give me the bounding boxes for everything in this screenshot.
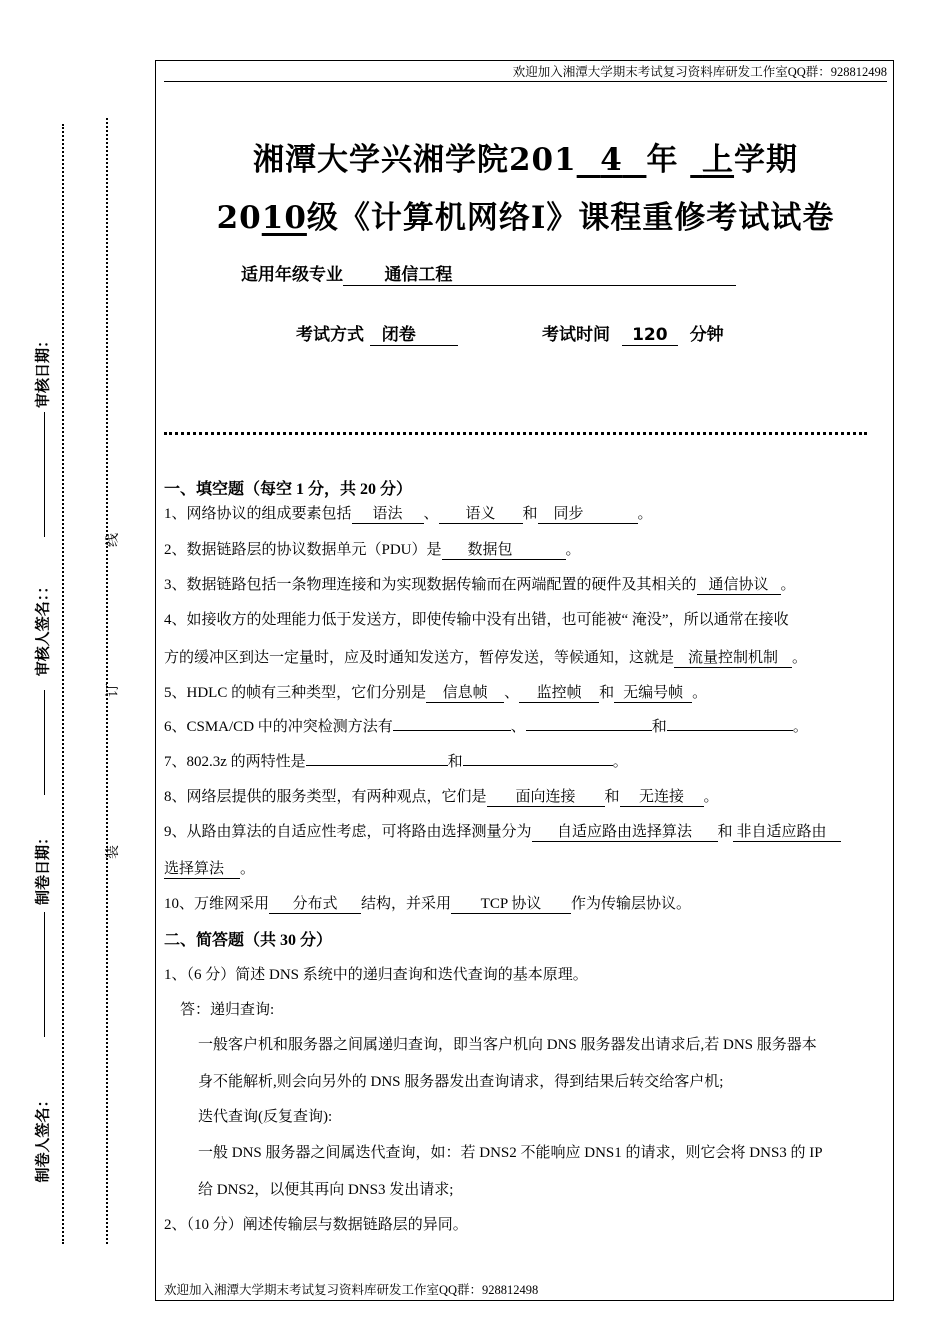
time-row bbox=[542, 320, 724, 346]
question-2: 2、数据链路层的协议数据单元（PDU）是 数据包 。 bbox=[164, 542, 581, 558]
section2-title: 二、简答题（共 30 分） bbox=[164, 932, 333, 949]
answer-recursive-text-2: 身不能解析,则会向另外的 DNS 服务器发出查询请求，得到结果后转交给客户机; bbox=[198, 1074, 724, 1090]
question-5: 5、HDLC 的帧有三种类型，它们分别是 信息帧 、 监控帧 和 无编号帧 。 bbox=[164, 685, 708, 701]
separator-dotted-line bbox=[164, 432, 867, 435]
short-question-1: 1、（6 分）简述 DNS 系统中的递归查询和迭代查询的基本原理。 bbox=[164, 967, 588, 983]
answer-blank[interactable] bbox=[393, 730, 511, 731]
binding-dotted-line-right bbox=[106, 118, 108, 1244]
answer-recursive-text-1: 一般客户机和服务器之间属递归查询，即当客户机向 DNS 服务器发出请求后,若 DNS 服务器本 bbox=[198, 1037, 817, 1053]
question-4-line1: 4、如接收方的处理能力低于发送方，即使传输中没有出错，也可能被“ 淹没”，所以通常在接收 bbox=[164, 612, 789, 628]
make-date-signature-line[interactable] bbox=[44, 912, 45, 1037]
answer-blank[interactable] bbox=[463, 765, 613, 766]
question-1: 1、网络协议的组成要素包括 语法 、 语义 和 同步 。 bbox=[164, 506, 653, 522]
question-9-line1: 9、从路由算法的自适应性考虑，可将路由选择测量分为 自适应路由选择算法 和 非自适应路由 bbox=[164, 820, 887, 842]
review-date-label: 审核日期： bbox=[33, 333, 52, 409]
time-value: 120 bbox=[632, 325, 668, 345]
question-6: 6、CSMA/CD 中的冲突检测方法有 、 和 。 bbox=[164, 719, 808, 735]
grade-value: 10 bbox=[261, 200, 307, 236]
short-question-2: 2、（10 分）阐述传输层与数据链路层的异同。 bbox=[164, 1217, 468, 1233]
answer-recursive-label: 答：递归查询: bbox=[180, 1002, 275, 1018]
review-date-signature-line[interactable] bbox=[44, 412, 45, 537]
question-4-line2: 方的缓冲区到达一定量时，应及时通知发送方，暂停发送，等候通知，这就是 流量控制机制 。 bbox=[164, 650, 808, 666]
footer-note: 欢迎加入湘潭大学期末考试复习资料库研发工作室QQ群：928812498 bbox=[164, 1283, 539, 1297]
make-date-label: 制卷日期： bbox=[33, 830, 52, 906]
major-label: 适用年级专业 bbox=[241, 265, 343, 285]
major-row bbox=[241, 260, 736, 286]
mode-row bbox=[296, 320, 458, 346]
maker-signature-label: 制卷人签名： bbox=[33, 1092, 52, 1183]
time-label: 考试时间 bbox=[542, 325, 610, 345]
question-8: 8、网络层提供的服务类型，有两种观点，它们是 面向连接 和 无连接 。 bbox=[164, 789, 719, 805]
question-3: 3、数据链路包括一条物理连接和为实现数据传输而在两端配置的硬件及其相关的 通信协议 。 bbox=[164, 577, 796, 593]
year-value: 4 bbox=[600, 142, 623, 178]
question-10: 10、万维网采用 分布式 结构，并采用 TCP 协议 作为传输层协议。 bbox=[164, 896, 692, 912]
answer-blank[interactable] bbox=[306, 765, 448, 766]
answer-iterative-label: 迭代查询(反复查询): bbox=[198, 1109, 333, 1125]
time-unit: 分钟 bbox=[689, 325, 724, 345]
bind-mark-order: 订 bbox=[106, 683, 121, 697]
reviewer-signature-label: 审核人签名：： bbox=[33, 578, 52, 677]
answer-iterative-text-1: 一般 DNS 服务器之间属迭代查询，如：若 DNS2 不能响应 DNS1 的请求，则它会将 DNS3 的 IP bbox=[198, 1145, 823, 1161]
major-value: 通信工程 bbox=[384, 265, 453, 285]
exam-title-line2: 2010级《计算机网络Ⅰ》课程重修考试试卷 bbox=[216, 200, 835, 236]
answer-blank[interactable] bbox=[526, 730, 652, 731]
mode-label: 考试方式 bbox=[296, 325, 364, 345]
term-value: 上 bbox=[702, 142, 735, 178]
bind-mark-line: 线 bbox=[106, 533, 121, 547]
question-9-line2: 选择算法 。 bbox=[164, 861, 256, 877]
header-note: 欢迎加入湘潭大学期末考试复习资料库研发工作室QQ群：928812498 bbox=[164, 63, 887, 82]
bind-mark-pack: 装 bbox=[106, 845, 121, 859]
reviewer-signature-line[interactable] bbox=[44, 690, 45, 795]
answer-blank[interactable] bbox=[667, 730, 793, 731]
binding-dotted-line-left bbox=[62, 124, 64, 1244]
exam-title-line1: 湘潭大学兴湘学院201 4 年 上学期 bbox=[252, 142, 799, 178]
question-7: 7、802.3z 的两特性是 和 。 bbox=[164, 754, 628, 770]
answer-iterative-text-2: 给 DNS2，以便其再向 DNS3 发出请求; bbox=[198, 1182, 454, 1198]
mode-value: 闭卷 bbox=[381, 325, 416, 345]
section1-title: 一、填空题（每空 1 分，共 20 分） bbox=[164, 481, 413, 498]
